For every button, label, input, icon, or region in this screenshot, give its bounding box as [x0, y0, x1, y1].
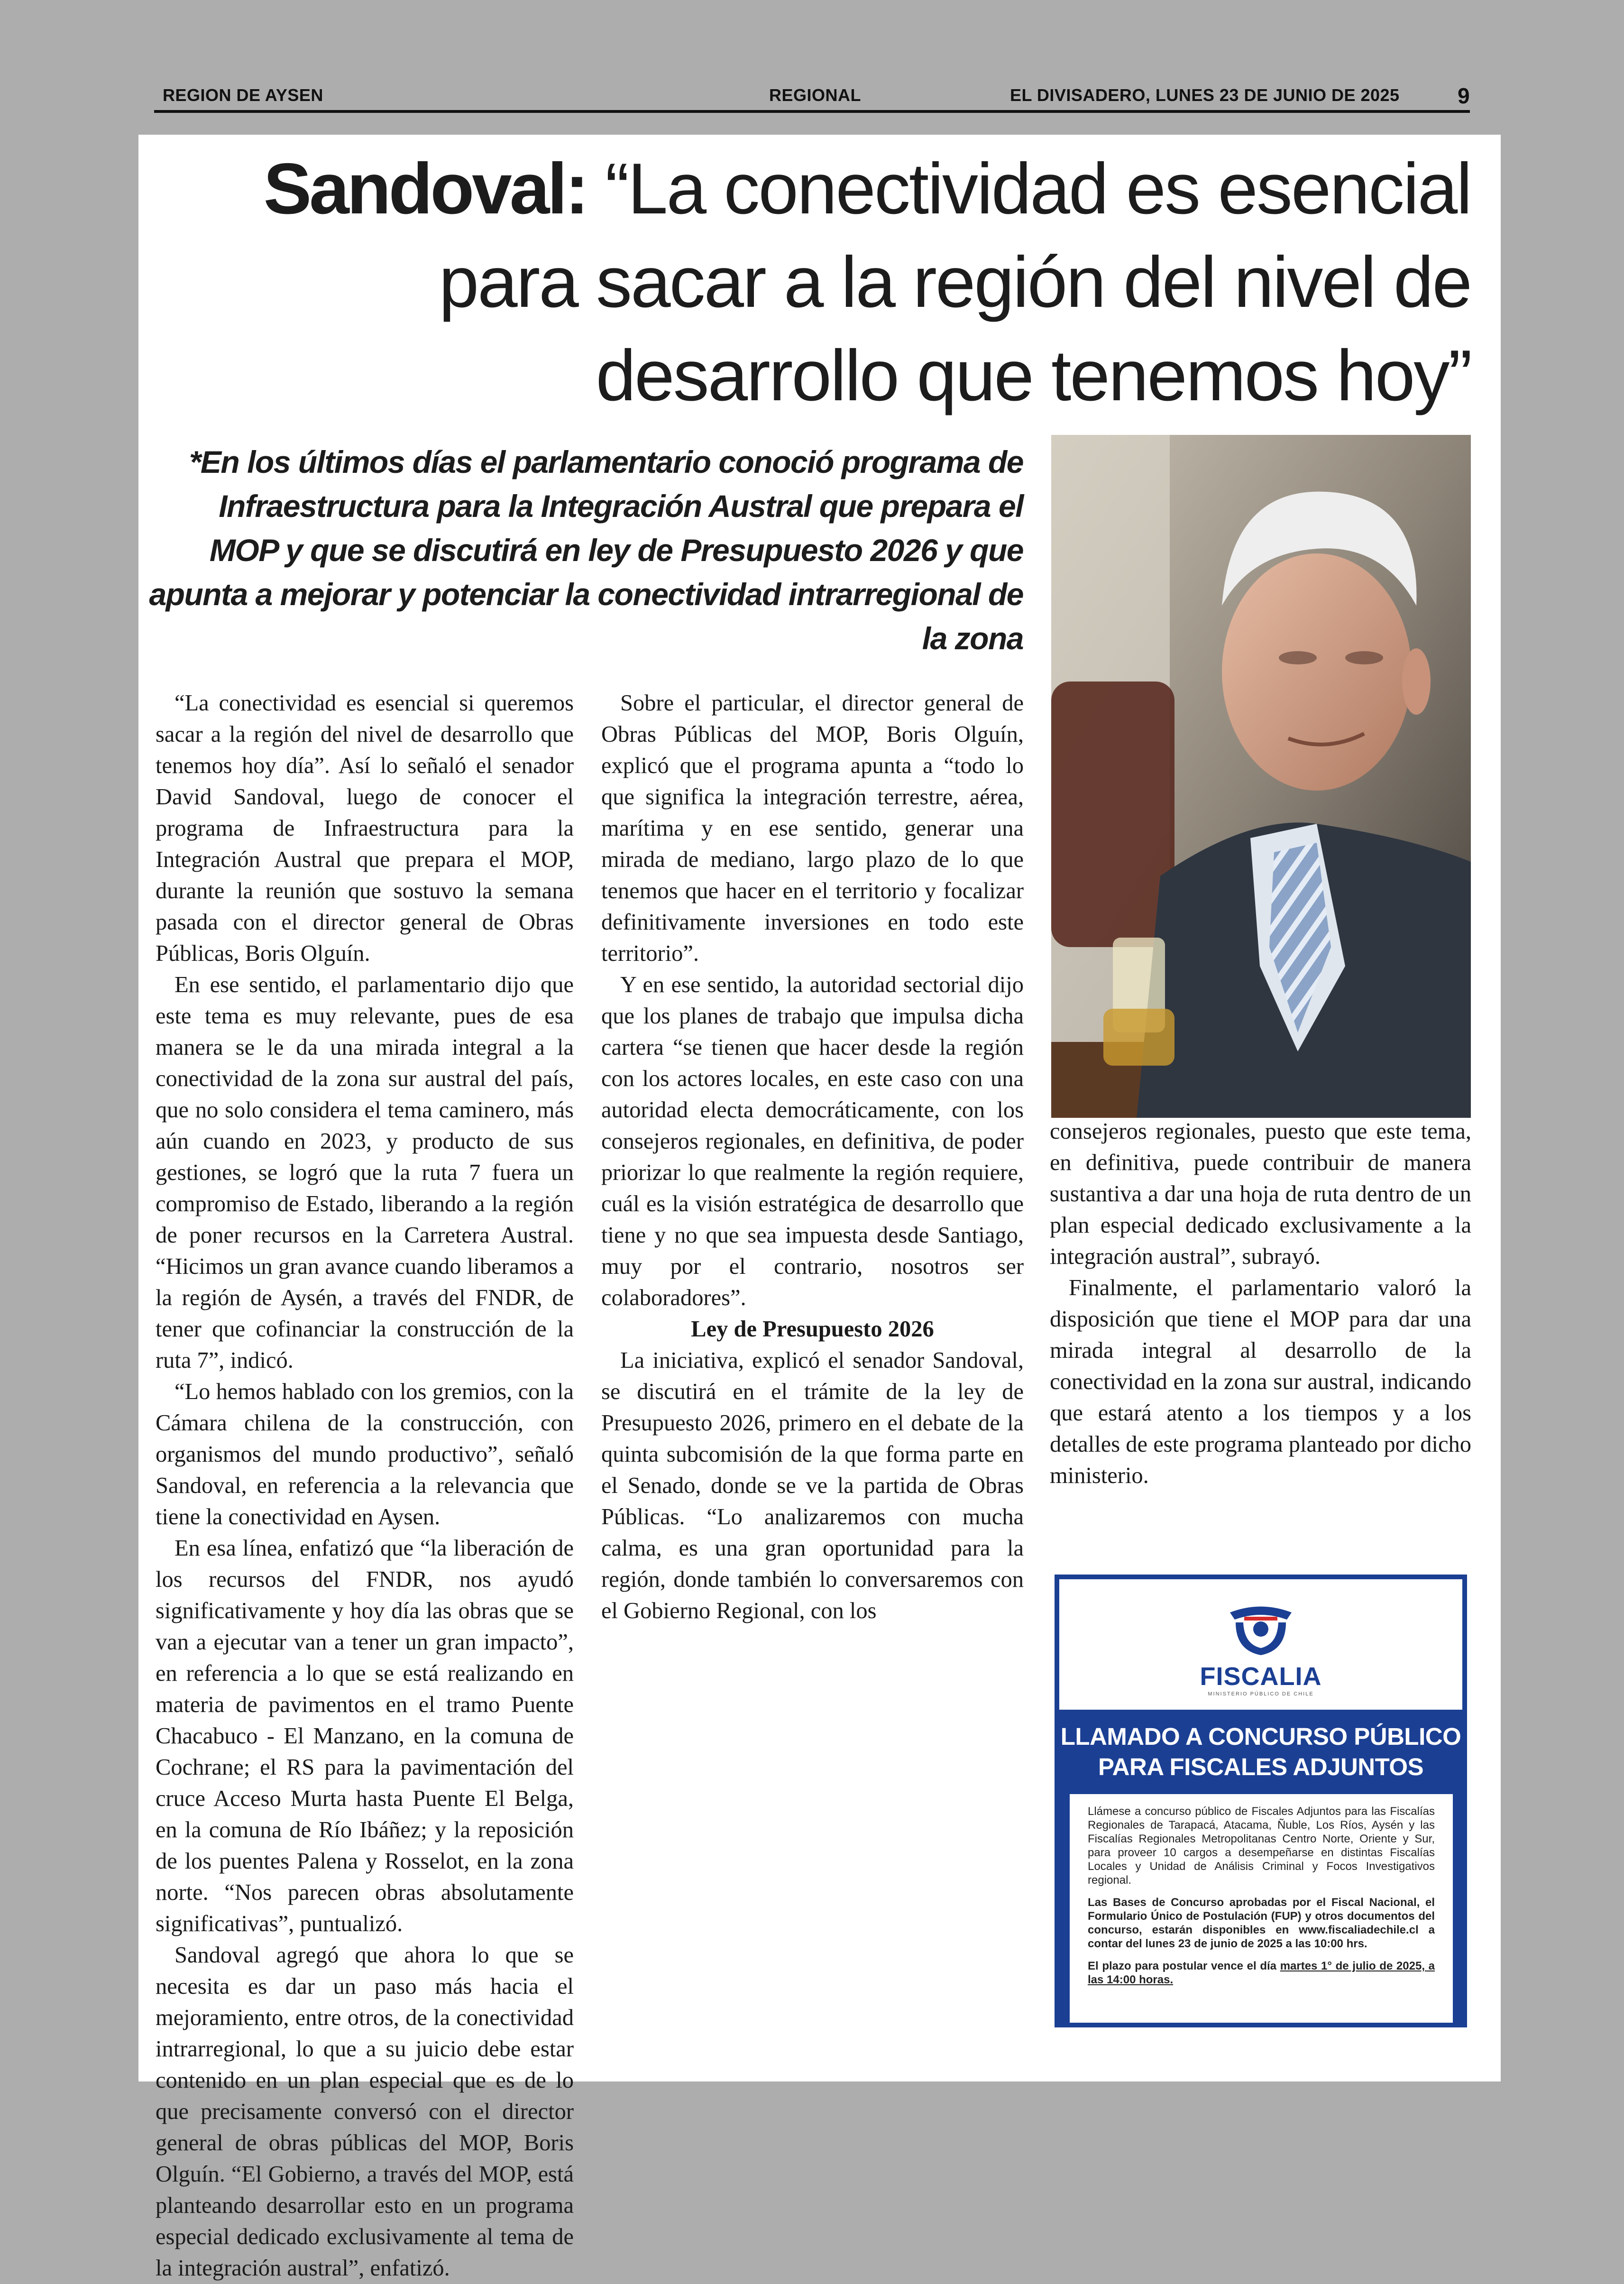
- senator-photo: [1051, 435, 1471, 1118]
- fiscalia-logo-name: FISCALIA: [1200, 1662, 1322, 1691]
- article-paragraph: Sandoval agregó que ahora lo que se necesita es dar un paso más hacia el mejoramiento, entre otros, de la conectividad intrarregional, lo que a su juicio debe estar contenido en un plan especial que es de lo que precisamente conversó con el director general de obras públicas del MOP, Boris Olguín. “El Gobierno, a través del MOP, está planteando desarrollar esto en un programa especial dedicado exclusivamente al tema de la integración austral”, enfatizó.: [156, 1943, 574, 2281]
- article-paragraph: Finalmente, el parlamentario valoró la disposición que tiene el MOP para dar una mirada integral al desarrollo de la conectividad en la zona sur austral, indicando que estará atento a los tiempos y a los detalles de este programa planteado por dicho ministerio.: [1050, 1275, 1471, 1488]
- headline-name: Sandoval:: [263, 148, 587, 229]
- article-paragraph: Sobre el particular, el director general de Obras Públicas del MOP, Boris Olguín, explicó que el programa apunta a “todo lo que significa la integración terrestre, aérea, marítima y en ese sentido, generar una mirada de mediano, largo plazo de lo que tenemos que hacer en el territorio y focalizar definitivamente inversiones en todo este territorio”.: [601, 691, 1024, 966]
- article-paragraph: En ese sentido, el parlamentario dijo que este tema es muy relevante, pues de esa manera se le da una mirada integral a la conectividad de la zona sur austral del país, que no solo considera el tema caminero, más aún cuando en 2023, y producto de sus gestiones, se logró que la ruta 7 fuera un compromiso de Estado, liberando a la región de poner recursos en la Carretera Austral. “Hicimos un gran avance cuando liberamos a la región de Aysén, a través del FNDR, de tener que cofinanciar la construcción de la ruta 7”, indicó.: [156, 972, 574, 1373]
- header-rule: [154, 110, 1470, 113]
- article-paragraph: “La conectividad es esencial si queremos sacar a la región del nivel de desarrollo que tenemos hoy día”. Así lo señaló el senador David Sandoval, luego de conocer el programa de Infraestructura para la Integración Austral que prepara el MOP, durante la reunión que sostuvo la semana pasada con el director general de Obras Públicas, Boris Olguín.: [156, 691, 574, 966]
- article-paragraph: “Lo hemos hablado con los gremios, con la Cámara chilena de la construcción, con organismos del mundo productivo”, señaló Sandoval, en referencia a la relevancia que tiene la conectividad en Aysen.: [156, 1379, 574, 1529]
- ad-title: [1059, 1722, 1462, 1782]
- fiscalia-logo-subtitle: MINISTERIO PÚBLICO DE CHILE: [1208, 1691, 1314, 1697]
- headline: [171, 142, 1471, 423]
- ad-paragraph: Llámese a concurso público de Fiscales Adjuntos para las Fiscalías Regionales de Tarapacá, Atacama, Ñuble, Los Ríos, Aysén y las Fiscalías Regionales Metropolitanas Centro Norte, Oriente y Sur, para proveer 10 cargos a desempeñarse en distintas Fiscalías Locales y Unidad de Análisis Criminal y Focos Investigativos regional.: [1088, 1805, 1435, 1887]
- article-paragraph: consejeros regionales, puesto que este tema, en definitiva, puede contribuir de manera sustantiva a dar una hoja de ruta dentro de un plan especial dedicado exclusivamente a la integración austral”, subrayó.: [1050, 1119, 1471, 1269]
- section-label: REGION DE AYSEN: [163, 85, 323, 105]
- article-paragraph: Y en ese sentido, la autoridad sectorial dijo que los planes de trabajo que impulsa dicha cartera “se tienen que hacer desde la región con los actores locales, en este caso con una autoridad electa democráticamente, con los consejeros regionales, en definitiva, de poder priorizar lo que realmente la región requiere, cuál es la visión estratégica de desarrollo que tiene y no que sea impuesta desde Santiago, muy por el contrario, nosotros ser colaboradores”.: [601, 972, 1024, 1310]
- fiscalia-emblem-icon: [1225, 1605, 1296, 1658]
- headline-quote: “La conectividad es esencial para sacar a la región del nivel de desarrollo que tenemos hoy”: [439, 148, 1471, 416]
- article-column-1: [156, 688, 574, 2281]
- ad-body: [1070, 1794, 1453, 2023]
- ad-title-line-2: PARA FISCALES ADJUNTOS: [1098, 1753, 1424, 1780]
- dateline: EL DIVISADERO, LUNES 23 DE JUNIO DE 2025: [1010, 85, 1400, 105]
- ad-title-line-1: LLAMADO A CONCURSO PÚBLICO: [1060, 1723, 1461, 1750]
- article-paragraph: En esa línea, enfatizó que “la liberación de los recursos del FNDR, nos ayudó significativamente y hoy día las obras que se van a ejecutar van a tener un gran impacto”, en referencia a lo que se está realizando en materia de pavimentos en el tramo Puente Chacabuco - El Manzano, en la comuna de Cochrane; el RS para la pavimentación del cruce Acceso Murta hasta Puente El Belga, en la comuna de Río Ibáñez; y la reposición de los puentes Palena y Rosselot, en la zona norte. “Nos parecen obras absolutamente significativas”, puntualizó.: [156, 1536, 574, 1936]
- article-column-2: [601, 688, 1024, 2037]
- article-subheading: Ley de Presupuesto 2026: [691, 1317, 934, 1342]
- ad-deadline-prefix: El plazo para postular vence el día: [1088, 1960, 1280, 1972]
- senator-portrait-image: [1051, 435, 1471, 1118]
- ad-deadline-date: martes 1° de julio de 2025, a las 14:00 horas.: [1088, 1960, 1435, 1986]
- article-lead: *En los últimos días el parlamentario conoció programa de Infraestructura para la Integración Austral que prepara el MOP y que se discutirá en ley de Presupuesto 2026 y que apunta a mejorar y potenciar la conectividad intrarregional de la zona: [149, 444, 1023, 656]
- article-column-3: [1050, 1116, 1471, 1529]
- fiscalia-advertisement: [1055, 1575, 1467, 2027]
- category-label: REGIONAL: [769, 85, 862, 105]
- fiscalia-logo: [1059, 1605, 1462, 1697]
- ad-paragraph: Las Bases de Concurso aprobadas por el Fiscal Nacional, el Formulario Único de Postulación (FUP) y otros documentos del concurso, estarán disponibles en www.fiscaliadechile.cl a contar del lunes 23 de junio de 2025 a las 10:00 hrs.: [1088, 1896, 1435, 1950]
- ad-deadline-paragraph: [1088, 1959, 1435, 1987]
- page-number: 9: [1458, 83, 1470, 108]
- article-paragraph: La iniciativa, explicó el senador Sandoval, se discutirá en el trámite de la ley de Presupuesto 2026, primero en el debate de la quinta subcomisión de la que forma parte en el Senado, donde se ve la partida de Obras Públicas. “Lo analizaremos con mucha calma, es una gran oportunidad para la región, donde también lo conversaremos con el Gobierno Regional, con los: [601, 1348, 1024, 1623]
